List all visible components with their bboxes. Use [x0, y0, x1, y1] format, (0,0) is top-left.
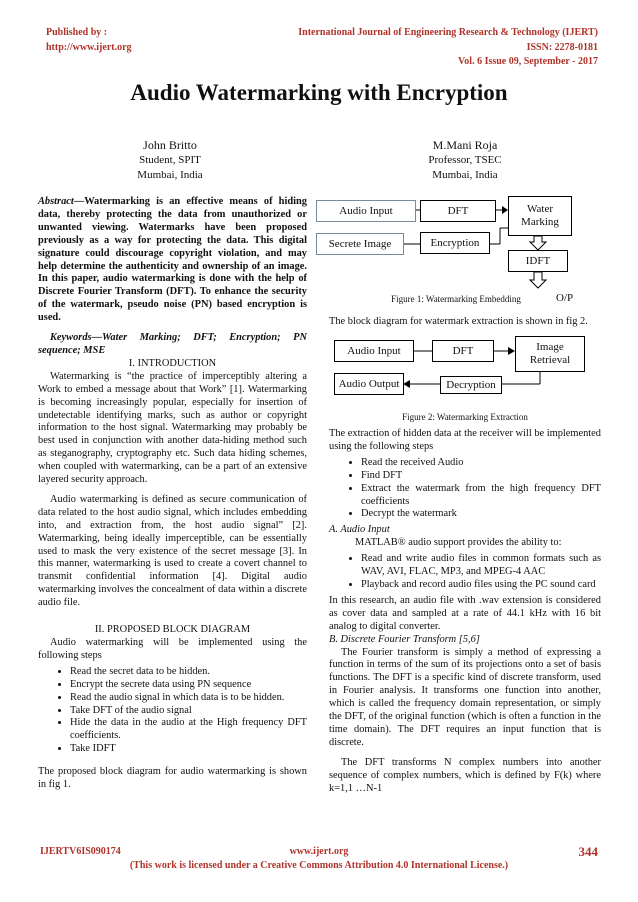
right-column-bottom [329, 428, 601, 795]
figure-1-watermark-embedding [316, 190, 606, 310]
author-name: John Britto [143, 138, 197, 152]
extraction-steps-list [329, 457, 601, 522]
fig1-water-marking-box: Water Marking [508, 196, 572, 236]
section-1-paragraph-1: Watermarking is “the practice of imperceptibly altering a Work to embed a message about that Work” [1]. Watermarking is becoming increasingly popular, especially for insertion of undetectable identifying marks, such as author or copyright information to the host signal. Watermarking may probably be best used in conjunction with another data-hiding method such as steganography, cryptography etc. Such data hiding schemes, when coupled with watermarking, can be a part of an extensive layered security approach. [38, 370, 307, 486]
list-item: • Find DFT [361, 470, 601, 483]
header-volume: Vol. 6 Issue 09, September - 2017 [457, 56, 598, 67]
subsection-b-paragraph-1: The Fourier transform is simply a method of expressing a function in terms of the sum of its projections onto a set of basis functions. The DFT is a specific kind of discrete transform, used in Fourier analysis. It transforms one function into another, which is called the frequency domain representation, or simply the DFT, of the original function (which is often a function in the time domain). The DFT requires an input function that is discrete. [329, 646, 601, 748]
fig2-dft-box: DFT [432, 340, 494, 362]
list-item: • Decrypt the watermark [361, 508, 601, 521]
list-item: • Read the audio signal in which data is to be hidden. [70, 692, 307, 705]
subsection-a-text: In this research, an audio file with .wav extension is considered as cover data and sampled at a rate of 44.1 kHz with 16 bit analog to digital converter. [329, 594, 601, 632]
fig1-encryption-box: Encryption [420, 232, 490, 254]
section-2-outro: The proposed block diagram for audio watermarking is shown in fig 1. [38, 766, 307, 791]
section-1-paragraph-2: Audio watermarking is defined as secure communication of data related to the host audio signal, which includes embedding into, and extraction from, the host audio signal” [2]. Watermarking, being ideally imperceptible, can be essentially used to mask the very existence of the secret message [3]. In this manner, watermarking is used to create a covert channel to transmit confidential information [4]. Digital audio watermarking involves the concealment of data within a discrete audio file. [38, 493, 307, 609]
fig1-secrete-image-box: Secrete Image [316, 233, 404, 255]
embedding-steps-list [38, 666, 307, 756]
footer-license: (This work is licensed under a Creative Commons Attribution 4.0 International License.) [129, 860, 509, 871]
fig1-dft-box: DFT [420, 200, 496, 222]
figure-2-watermark-extraction [330, 336, 600, 398]
list-item: • Read the received Audio [361, 457, 601, 470]
abstract-text: —Watermarking is an effective means of hiding data, thereby protecting the data from unauthorized or unwanted viewing. Watermarks have been proposed previously as a way for protecting the data. This digital signature could discourage copyright violation, and may help determine the authenticity and ownership of an image. In this paper, audio watermarking is done with the help of Discrete Fourier Transform (DFT). To enhance the security of the watermark, pseudo noise (PN) based encryption is used. [38, 196, 307, 324]
abstract [38, 196, 307, 325]
list-item: • Extract the watermark from the high frequency DFT coefficients [361, 483, 601, 509]
figure-2-caption: Figure 2: Watermarking Extraction [402, 412, 528, 422]
footer-paper-id: IJERTV6IS090174 [40, 846, 121, 857]
header-issn: ISSN: 2278-0181 [526, 42, 598, 53]
author-role: Professor, TSEC [428, 154, 502, 166]
fig2-image-retrieval-box: Image Retrieval [515, 336, 585, 372]
fig2-audio-input-box: Audio Input [334, 340, 414, 362]
keywords: Keywords—Water Marking; DFT; Encryption; PN sequence; MSE [38, 332, 307, 356]
subsection-b-heading: B. Discrete Fourier Transform [5,6] [329, 633, 480, 645]
header-url-link[interactable]: http://www.ijert.org [46, 42, 132, 53]
author-name: M.Mani Roja [432, 138, 498, 152]
audio-support-list [329, 553, 601, 592]
author-2 [385, 138, 545, 183]
list-item: • Encrypt the secrete data using PN sequence [70, 679, 307, 692]
author-1 [95, 138, 245, 183]
fig2-audio-output-box: Audio Output [334, 373, 404, 395]
subsection-a-heading: A. Audio Input [329, 524, 390, 536]
author-role: Student, SPIT [139, 154, 201, 166]
header-publisher: Published by : [46, 27, 108, 38]
list-item: • Take IDFT [70, 743, 307, 756]
header-journal: International Journal of Engineering Research & Technology (IJERT) [298, 27, 598, 38]
abstract-label: Abstract [38, 196, 74, 207]
section-2-heading: II. PROPOSED BLOCK DIAGRAM [94, 624, 251, 636]
author-city: Mumbai, India [432, 169, 498, 181]
figure-2-intro: The block diagram for watermark extraction is shown in fig 2. [329, 316, 588, 327]
list-item: • Playback and record audio files using the PC sound card [361, 579, 601, 592]
fig1-audio-input-box: Audio Input [316, 200, 416, 222]
list-item: • Read and write audio files in common formats such as WAV, AVI, FLAC, MP3, and MPEG-4 AAC [361, 553, 601, 579]
left-column [38, 196, 307, 792]
fig1-output-label: O/P [556, 292, 574, 304]
figure-1-caption: Figure 1: Watermarking Embedding [391, 294, 521, 304]
page-number: 344 [578, 844, 598, 859]
section-2-intro: Audio watermarking will be implemented using the following steps [38, 637, 307, 661]
paper-title: Audio Watermarking with Encryption [130, 80, 508, 105]
right-column-top [329, 316, 601, 329]
footer-url-link[interactable]: www.ijert.org [289, 846, 349, 857]
extraction-intro: The extraction of hidden data at the receiver will be implemented using the following steps [329, 428, 601, 452]
subsection-b-paragraph-2: The DFT transforms N complex numbers into another sequence of complex numbers, which is defined by F(k) where k=1,1 …N-1 [329, 756, 601, 794]
list-item: • Read the secret data to be hidden. [70, 666, 307, 679]
list-item: • Take DFT of the audio signal [70, 705, 307, 718]
fig2-decryption-box: Decryption [440, 376, 502, 394]
section-1-heading: I. INTRODUCTION [128, 357, 217, 369]
subsection-a-intro: MATLAB® audio support provides the ability to: [355, 537, 562, 549]
fig1-idft-box: IDFT [508, 250, 568, 272]
list-item: • Hide the data in the audio at the High frequency DFT coefficients. [70, 717, 307, 743]
author-city: Mumbai, India [137, 169, 203, 181]
